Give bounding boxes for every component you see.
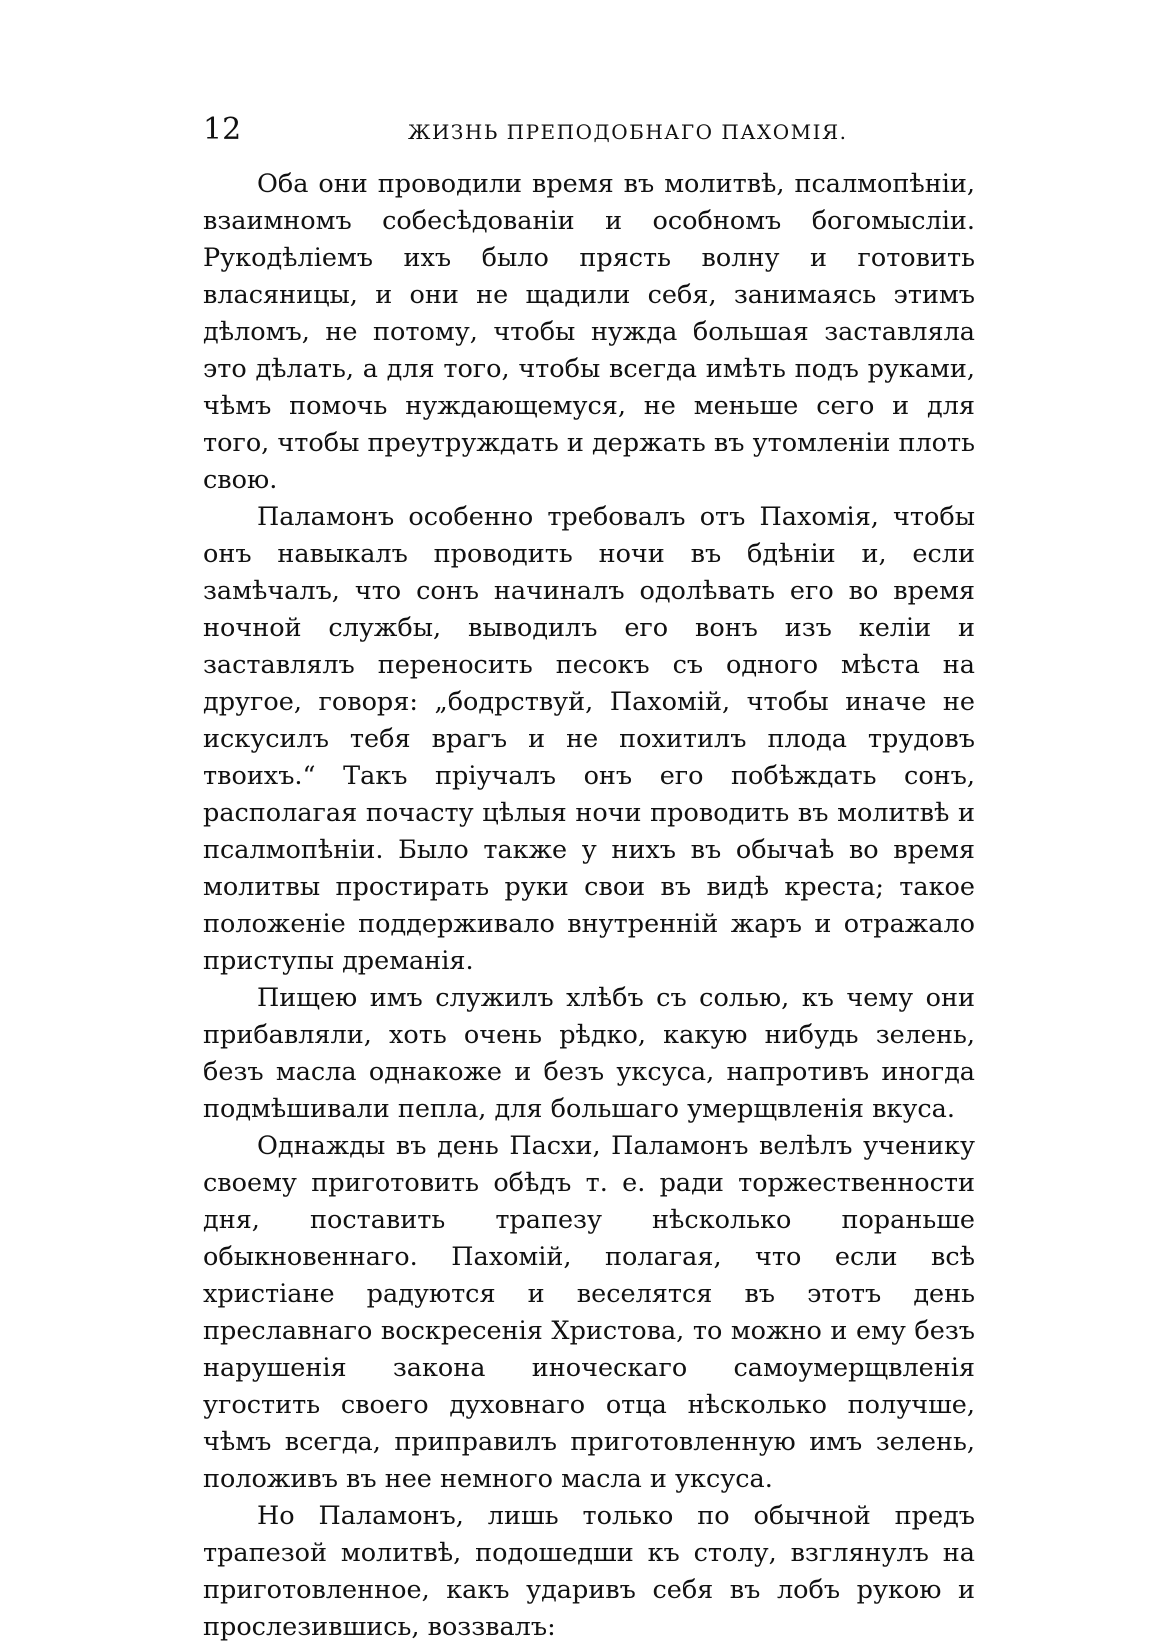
paragraph-4: Однажды въ день Пасхи, Паламонъ велѣлъ ученику своему приготовить обѣдъ т. е. ради торжественности дня, поставить трапезу нѣсколько пораньше обыкновеннаго. Пахомій, полагая, что если всѣ христіане радуются и веселятся въ этотъ день преславнаго воскресенія Христова, то можно и ему безъ нарушенія закона иноческаго самоумерщвленія угостить своего духовнаго отца нѣсколько получше, чѣмъ всегда, приправилъ приготовленную имъ зелень, положивъ въ нее немного масла и уксуса. bbox=[203, 1131, 975, 1494]
paragraph-5: Но Паламонъ, лишь только по обычной предъ трапезой молитвѣ, подошедши къ столу, взглянулъ на приготовленное, какъ ударивъ себя въ лобъ рукою и прослезившись, воззвалъ: bbox=[203, 1501, 975, 1642]
paragraph-3: Пищею имъ служилъ хлѣбъ съ солью, къ чему они прибавляли, хоть очень рѣдко, какую нибудь зелень, безъ масла однакоже и безъ уксуса, напротивъ иногда подмѣшивали пепла, для большаго умерщвленія вкуса. bbox=[203, 983, 975, 1124]
paragraph-2: Паламонъ особенно требовалъ отъ Пахомія, чтобы онъ навыкалъ проводить ночи въ бдѣніи и, если замѣчалъ, что сонъ начиналъ одолѣвать его во время ночной службы, выводилъ его вонъ изъ келіи и заставлялъ переносить песокъ съ одного мѣста на другое, говоря: „бодрствуй, Пахомій, чтобы иначе не искусилъ тебя врагъ и не похитилъ плода трудовъ твоихъ.“ Такъ пріучалъ онъ его побѣждать сонъ, располагая почасту цѣлыя ночи проводить въ молитвѣ и псалмопѣніи. Было также у нихъ въ обычаѣ во время молитвы простирать руки свои въ видѣ креста; такое положеніе поддерживало внутренній жаръ и отражало приступы дреманія. bbox=[203, 502, 975, 976]
running-title: ЖИЗНЬ ПРЕПОДОБНАГО ПАХОМІЯ. bbox=[408, 120, 848, 144]
body-text bbox=[203, 166, 975, 1646]
paragraph-1: Оба они проводили время въ молитвѣ, псалмопѣніи, взаимномъ собесѣдованіи и особномъ богомысліи. Рукодѣліемъ ихъ было прясть волну и готовить власяницы, и они не щадили себя, занимаясь этимъ дѣломъ, не потому, чтобы нужда большая заставляла это дѣлать, а для того, чтобы всегда имѣть подъ руками, чѣмъ помочь нуждающемуся, не меньше сего и для того, чтобы преутруждать и держать въ утомленіи плоть свою. bbox=[203, 169, 975, 495]
page-number: 12 bbox=[203, 112, 242, 147]
page-header bbox=[203, 112, 975, 152]
